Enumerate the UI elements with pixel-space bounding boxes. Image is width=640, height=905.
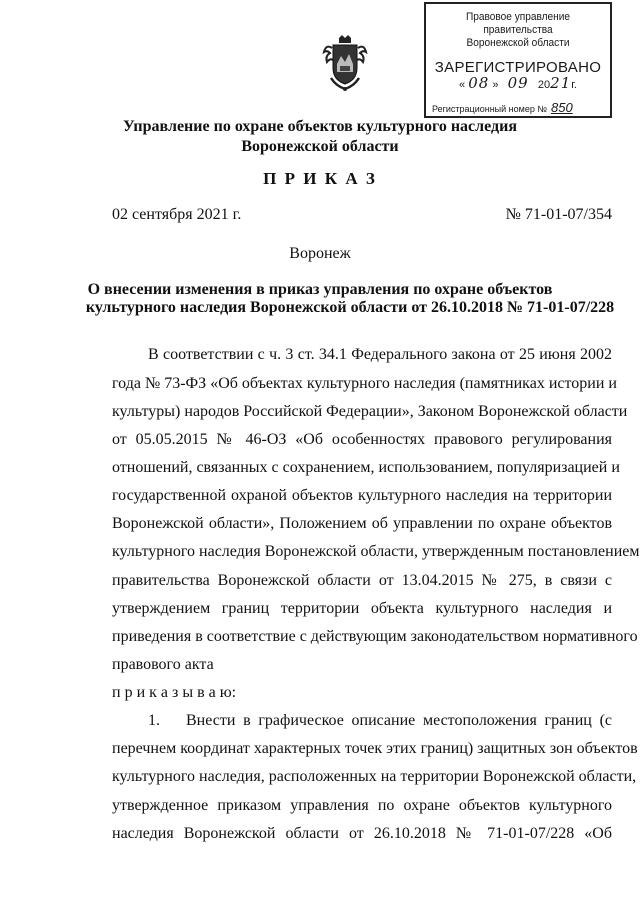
paragraph-line: года № 73-ФЗ «Об объектах культурного наследия (памятниках истории и (112, 375, 617, 392)
stamp-reg-label: Регистрационный номер № (432, 104, 548, 114)
stamp-org-line2: Воронежской области (466, 37, 570, 49)
stamp-status: ЗАРЕГИСТРИРОВАНО (434, 59, 602, 76)
coat-of-arms-emblem (322, 34, 368, 92)
item-number: 1. (148, 712, 160, 729)
document-type: П Р И К А З (263, 169, 377, 188)
paragraph-line: приведения в соответствие с действующим законодательством нормативного (112, 628, 638, 645)
stamp-date-month: 09 (507, 74, 529, 92)
paragraph-last-line: правового акта (112, 656, 214, 673)
registration-stamp (424, 2, 612, 118)
document-number: № 71-01-07/354 (505, 206, 612, 223)
item-line: культурного наследия, расположенных на территории Воронежской области, (112, 768, 637, 785)
paragraph-line: от 05.05.2015 № 46-ОЗ «Об особенностях правового регулирования (112, 431, 612, 448)
org-name-line1: Управление по охране объектов культурного наследия (123, 118, 517, 135)
stamp-date-day: 08 (468, 74, 490, 92)
paragraph-line: отношений, связанных с сохранением, использованием, популяризацией и (112, 459, 620, 476)
decree-word: п р и к а з ы в а ю: (112, 684, 237, 701)
stamp-date-year-prefix: 20 (537, 79, 551, 91)
item-line: перечнем координат характерных точек этих границ) защитных зон объектов (112, 740, 638, 757)
city: Воронеж (289, 245, 351, 262)
paragraph-line: утверждением границ территории объекта культурного наследия и (112, 600, 612, 617)
stamp-date (426, 74, 610, 92)
stamp-date-open: « (459, 79, 466, 91)
stamp-registration (432, 100, 573, 115)
paragraph-line: В соответствии с ч. 3 ст. 34.1 Федерального закона от 25 июня 2002 (148, 346, 612, 363)
paragraph-line: государственной охраной объектов культурного наследия на территории (112, 487, 612, 504)
paragraph-line: правительства Воронежской области от 13.04.2015 № 275, в связи с (112, 572, 612, 589)
title-line2: культурного наследия Воронежской области от 26.10.2018 № 71-01-07/228 (85, 299, 615, 316)
stamp-date-year-end: г. (571, 79, 577, 91)
stamp-org-line1: Правовое управление правительства (465, 11, 571, 36)
document-date: 02 сентября 2021 г. (112, 206, 242, 223)
item-line: утвержденное приказом управления по охране объектов культурного (112, 797, 612, 814)
paragraph-line: культуры) народов Российской Федерации», Законом Воронежской области (112, 403, 628, 420)
item-line: наследия Воронежской области от 26.10.2018 № 71-01-07/228 «Об (112, 825, 612, 842)
paragraph-line: Воронежской области», Положением об управлении по охране объектов (112, 515, 612, 532)
org-name-line2: Воронежской области (241, 138, 399, 155)
title-line1: О внесении изменения в приказ управления по охране объектов (87, 281, 553, 298)
stamp-date-year-suffix: 21 (550, 74, 572, 92)
stamp-date-close: » (492, 79, 499, 91)
stamp-reg-number: 850 (551, 100, 573, 115)
item-line: Внести в графическое описание местоположения границ (с (186, 712, 612, 729)
paragraph-line: культурного наследия Воронежской области, утвержденным постановлением (112, 543, 640, 560)
